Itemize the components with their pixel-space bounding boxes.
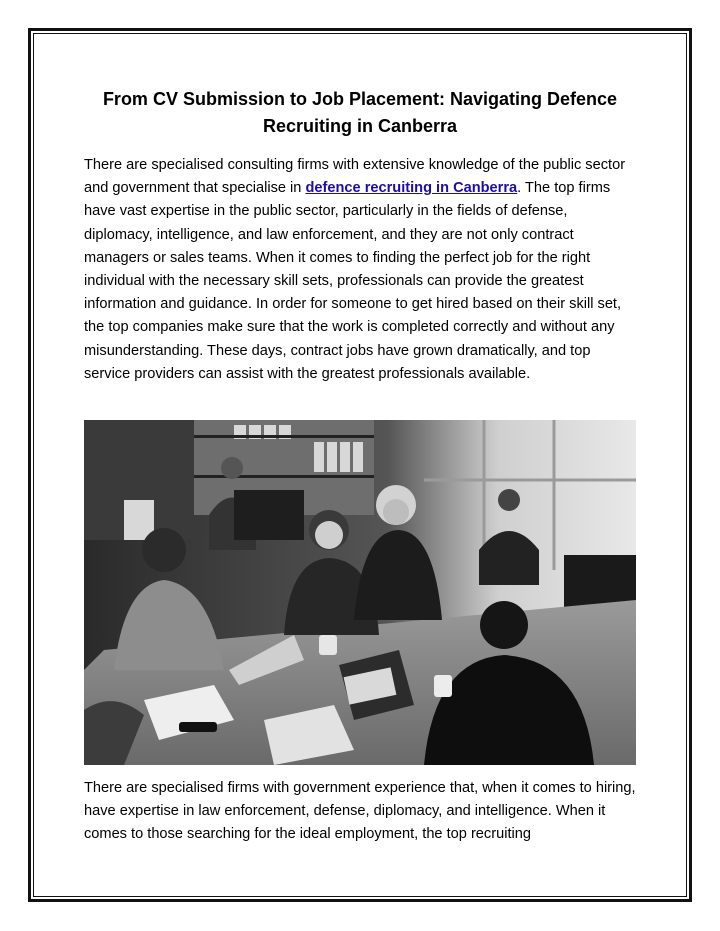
office-team-photo	[84, 420, 636, 765]
intro-text-before-link: There are specialised consulting firms with extensive knowledge of the public sector and government that specialise in	[84, 157, 626, 197]
document-title: From CV Submission to Job Placement: Navigating Defence Recruiting in Canberra	[102, 89, 618, 136]
intro-text-after-link: . The top firms have vast expertise in the public sector, particularly in the fields of defense, diplomacy, intelligence, and law enforcement, and they are not only contract managers or sales teams. When it comes to finding the perfect job for the right individual with the necessary skill sets, professionals can provide the greatest information and guidance. In order for someone to get hired based on their skill set, the top companies make sure that the work is completed correctly and without any misunderstanding. These days, contract jobs have grown dramatically, and top service providers can assist with the greatest professionals available.	[84, 180, 622, 382]
second-paragraph: There are specialised firms with government experience that, when it comes to hiring, have expertise in law enforcement, defense, diplomacy, and intelligence. When it comes to those searching for the ideal employment, the top recruiting	[84, 780, 636, 843]
intro-paragraph	[84, 154, 640, 386]
defence-recruiting-link[interactable]: defence recruiting in Canberra	[305, 180, 518, 197]
